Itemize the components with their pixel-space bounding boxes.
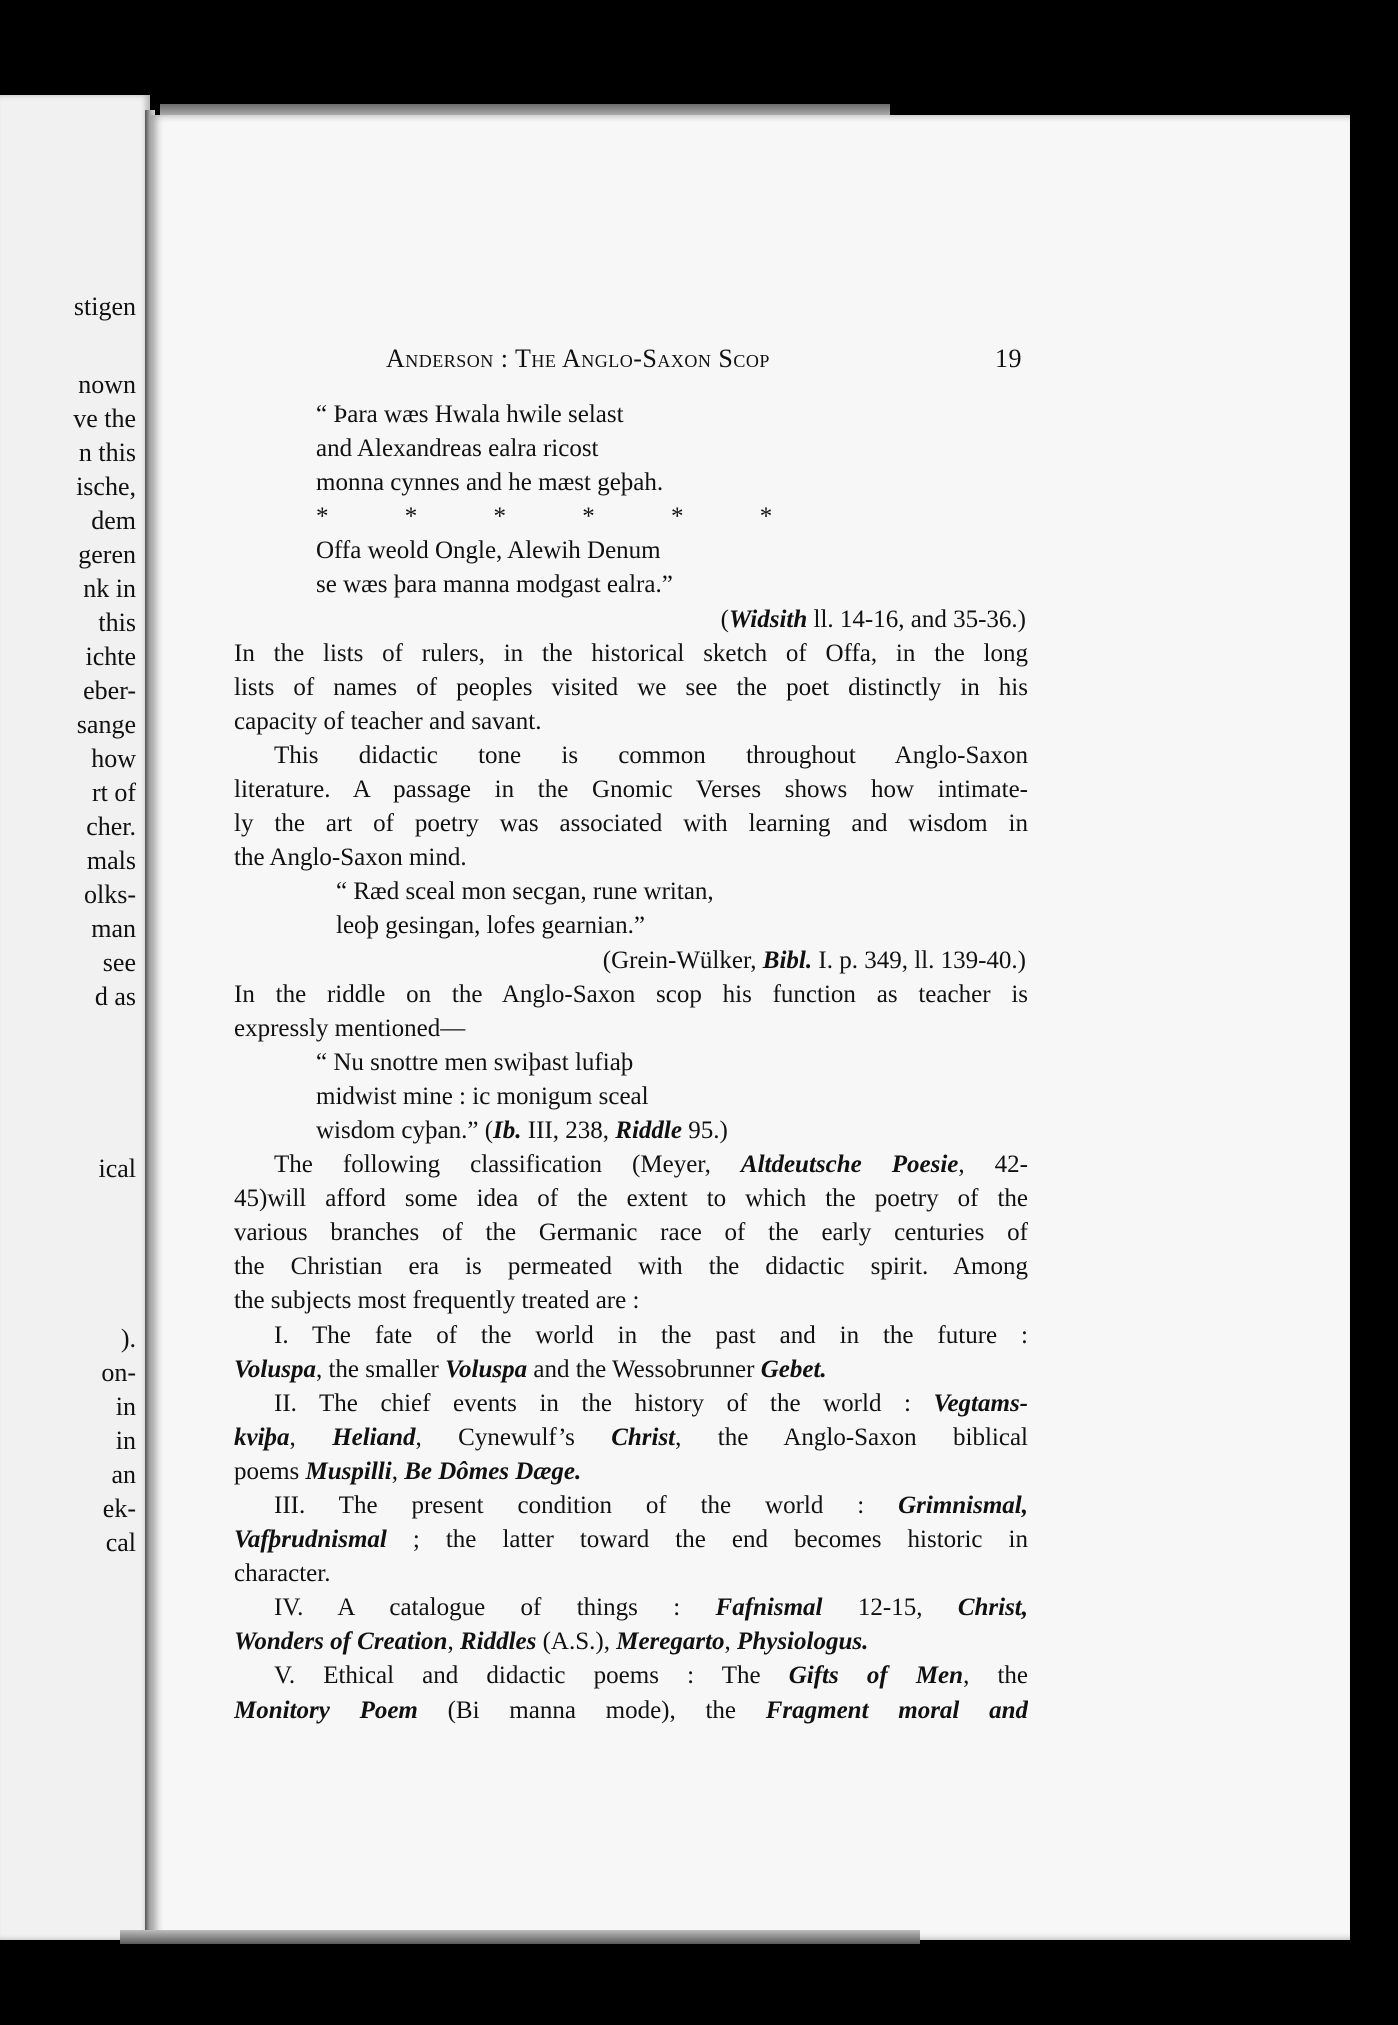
page-bottom-edge	[120, 1930, 920, 1944]
left-page-fragment: ek-	[102, 1494, 136, 1523]
list-item	[234, 1659, 1028, 1693]
text-run: V. Ethical and didactic poems : The	[274, 1662, 789, 1690]
citation	[234, 944, 1028, 978]
text-run: 12-15,	[822, 1594, 958, 1622]
text-run: Be Dômes Dæge.	[404, 1457, 582, 1485]
text-run: Fragment moral and	[765, 1696, 1028, 1724]
text-run: Bibl.	[762, 946, 813, 974]
previous-page-edge	[0, 95, 150, 1940]
paragraph-line	[234, 773, 1028, 807]
list-item	[234, 1625, 1028, 1659]
text-run: Gifts of Men	[788, 1662, 964, 1690]
left-page-fragment: geren	[78, 540, 136, 569]
text-run: Monitory Poem	[234, 1696, 418, 1724]
text-run: midwist mine : ic monigum sceal	[316, 1082, 649, 1110]
text-run: Altdeutsche Poesie	[740, 1151, 959, 1179]
text-run: The following classification (Meyer,	[274, 1151, 741, 1179]
list-item	[234, 1421, 1028, 1455]
text-run: ly the art of poetry was associated with learning and wisdom in	[234, 810, 1028, 838]
running-header	[386, 344, 1026, 380]
paragraph-line	[234, 807, 1028, 841]
text-run: literature. A passage in the Gnomic Verses shows how intimate-	[234, 776, 1028, 804]
text-run: character.	[234, 1560, 331, 1588]
text-run: ll. 14-16, and 35-36.)	[807, 605, 1026, 633]
text-run: I. p. 349, ll. 139-40.)	[812, 946, 1026, 974]
left-page-fragment: cal	[105, 1528, 136, 1557]
verse-line	[234, 466, 1028, 500]
left-page-fragment: ichte	[85, 642, 136, 671]
verse-line	[234, 1080, 1028, 1114]
paragraph-line	[234, 1182, 1028, 1216]
text-run: capacity of teacher and savant.	[234, 707, 542, 735]
paragraph-line	[234, 1250, 1028, 1284]
text-run: “ Þara wæs Hwala hwile selast	[316, 401, 624, 428]
text-run: kviþa	[234, 1423, 290, 1451]
list-item	[234, 1591, 1028, 1625]
text-run: “ Ræd sceal mon secgan, rune writan,	[336, 878, 714, 906]
left-page-fragment: an	[111, 1460, 136, 1489]
text-run: ; the latter toward the end becomes historic in	[386, 1526, 1028, 1554]
left-page-fragment: mals	[86, 846, 136, 875]
verse-line	[234, 875, 1028, 909]
text-run: Christ,	[957, 1594, 1028, 1622]
list-item	[234, 1557, 1028, 1591]
text-run: * * * * * *	[316, 503, 773, 531]
left-page-fragment: cher.	[86, 812, 136, 841]
left-page-fragment: on-	[101, 1358, 136, 1387]
text-run: 95.)	[681, 1116, 728, 1144]
left-page-fragment: olks-	[84, 880, 136, 909]
text-run: , the Anglo-Saxon biblical	[675, 1423, 1028, 1451]
running-title: Anderson : The Anglo-Saxon Scop	[386, 344, 770, 373]
text-run: Meregarto	[616, 1628, 725, 1656]
text-run: expressly mentioned—	[234, 1014, 466, 1042]
text-run: the Anglo-Saxon mind.	[234, 844, 467, 872]
text-run: In the lists of rulers, in the historical sketch of Offa, in the long	[234, 639, 1028, 667]
left-page-fragment: sange	[76, 710, 136, 739]
left-page-fragment: in	[115, 1426, 136, 1455]
text-run: Wonders of Creation	[234, 1628, 448, 1656]
text-run: Muspilli	[305, 1457, 392, 1485]
text-run: lists of names of peoples visited we see the poet distinctly in his	[234, 673, 1028, 701]
text-run: (A.S.),	[536, 1628, 617, 1656]
paragraph-line	[234, 1012, 1028, 1046]
paragraph-line	[234, 1284, 1028, 1318]
text-run: ,	[447, 1628, 460, 1656]
text-run: (	[720, 605, 729, 633]
verse-line	[234, 1114, 1028, 1148]
text-run: wisdom cyþan.” (	[316, 1116, 494, 1144]
text-run: Riddle	[615, 1116, 682, 1144]
text-run: , 42-	[958, 1151, 1028, 1179]
left-page-fragment: in	[115, 1392, 136, 1421]
left-page-fragment: this	[98, 608, 136, 637]
text-run: Heliand	[332, 1423, 416, 1451]
list-item	[234, 1319, 1028, 1353]
verse-line	[234, 1046, 1028, 1080]
text-run: Physiologus.	[737, 1628, 869, 1656]
text-run: , the	[963, 1662, 1028, 1690]
text-run: Ib.	[493, 1116, 522, 1144]
text-run: Voluspa	[234, 1355, 316, 1383]
left-page-fragment: stigen	[73, 292, 136, 321]
text-run: Vegtams-	[933, 1389, 1028, 1417]
left-page-fragment: rt of	[91, 778, 136, 807]
verse-line	[234, 568, 1028, 602]
text-run: Gebet.	[760, 1355, 827, 1383]
list-item	[234, 1353, 1028, 1387]
text-run: III. The present condition of the world :	[274, 1492, 899, 1519]
list-item	[234, 1387, 1028, 1421]
list-item	[234, 1455, 1028, 1489]
verse-line	[234, 909, 1028, 943]
left-page-fragment: eber-	[83, 676, 136, 705]
text-run: IV. A catalogue of things :	[274, 1594, 716, 1622]
text-run: , the smaller	[315, 1355, 446, 1383]
text-run: monna cynnes and he mæst geþah.	[316, 469, 664, 497]
text-run: leoþ gesingan, lofes gearnian.”	[336, 912, 645, 940]
paragraph-line	[234, 739, 1028, 773]
text-run: and Alexandreas ealra ricost	[316, 435, 599, 463]
left-page-fragment: man	[91, 914, 136, 943]
text-run: “ Nu snottre men swiþast lufiaþ	[316, 1048, 634, 1076]
text-run: the Christian era is permeated with the didactic spirit. Among	[234, 1253, 1028, 1281]
left-page-fragment: ische,	[76, 472, 136, 501]
left-page-fragment: dem	[91, 506, 136, 535]
text-run: Grimnismal,	[898, 1492, 1028, 1519]
text-run: the subjects most frequently treated are :	[234, 1287, 640, 1315]
text-run: Offa weold Ongle, Alewih Denum	[316, 537, 661, 565]
page-body	[234, 398, 1028, 1728]
left-page-fragment: n this	[78, 438, 136, 467]
text-run: I. The fate of the world in the past and in the future :	[274, 1321, 1028, 1349]
text-run: This didactic tone is common throughout Anglo-Saxon	[274, 741, 1028, 769]
text-run: III, 238,	[521, 1116, 616, 1144]
omission-stars	[234, 500, 1028, 534]
text-run: (Grein-Wülker,	[602, 946, 763, 974]
paragraph-line	[234, 705, 1028, 739]
text-run: (Bi manna mode), the	[417, 1696, 766, 1724]
verse-line	[234, 432, 1028, 466]
text-run: Widsith	[729, 605, 808, 633]
text-run: , Cynewulf’s	[415, 1423, 612, 1451]
left-page-fragment: nk in	[83, 574, 136, 603]
text-run: poems	[234, 1457, 306, 1485]
paragraph-line	[234, 841, 1028, 875]
left-page-fragment: ve the	[73, 404, 136, 433]
text-run: various branches of the Germanic race of the early centuries of	[234, 1219, 1028, 1247]
text-run: 45)will afford some idea of the extent to which the poetry of the	[234, 1185, 1028, 1213]
citation	[234, 603, 1028, 637]
text-run: ,	[289, 1423, 333, 1451]
text-run: ,	[391, 1457, 405, 1485]
text-run: Christ	[611, 1423, 676, 1451]
list-item	[234, 1489, 1028, 1523]
text-run: se wæs þara manna modgast ealra.”	[316, 571, 673, 599]
left-page-fragment: nown	[78, 370, 136, 399]
text-run: Fafnismal	[715, 1594, 823, 1622]
left-page-fragment: see	[102, 948, 136, 977]
list-item	[234, 1694, 1028, 1728]
left-page-fragment: ).	[120, 1324, 136, 1353]
paragraph-line	[234, 1216, 1028, 1250]
paragraph-line	[234, 671, 1028, 705]
text-run: Voluspa	[445, 1355, 528, 1383]
text-run: ,	[724, 1628, 738, 1656]
text-run: II. The chief events in the history of the world :	[274, 1389, 934, 1417]
paragraph-line	[234, 978, 1028, 1012]
page-number: 19	[995, 344, 1022, 373]
left-page-fragment: d as	[94, 982, 136, 1011]
paragraph-line	[234, 1148, 1028, 1182]
text-run: Riddles	[459, 1628, 537, 1656]
paragraph-line	[234, 637, 1028, 671]
text-run: and the Wessobrunner	[527, 1355, 761, 1383]
text-run: Vafþrudnismal	[234, 1526, 387, 1554]
text-run: In the riddle on the Anglo-Saxon scop his function as teacher is	[234, 980, 1028, 1008]
list-item	[234, 1523, 1028, 1557]
verse-line	[234, 534, 1028, 568]
left-page-fragment: how	[91, 744, 136, 773]
left-page-fragment: ical	[98, 1154, 136, 1183]
verse-line	[234, 398, 1028, 432]
